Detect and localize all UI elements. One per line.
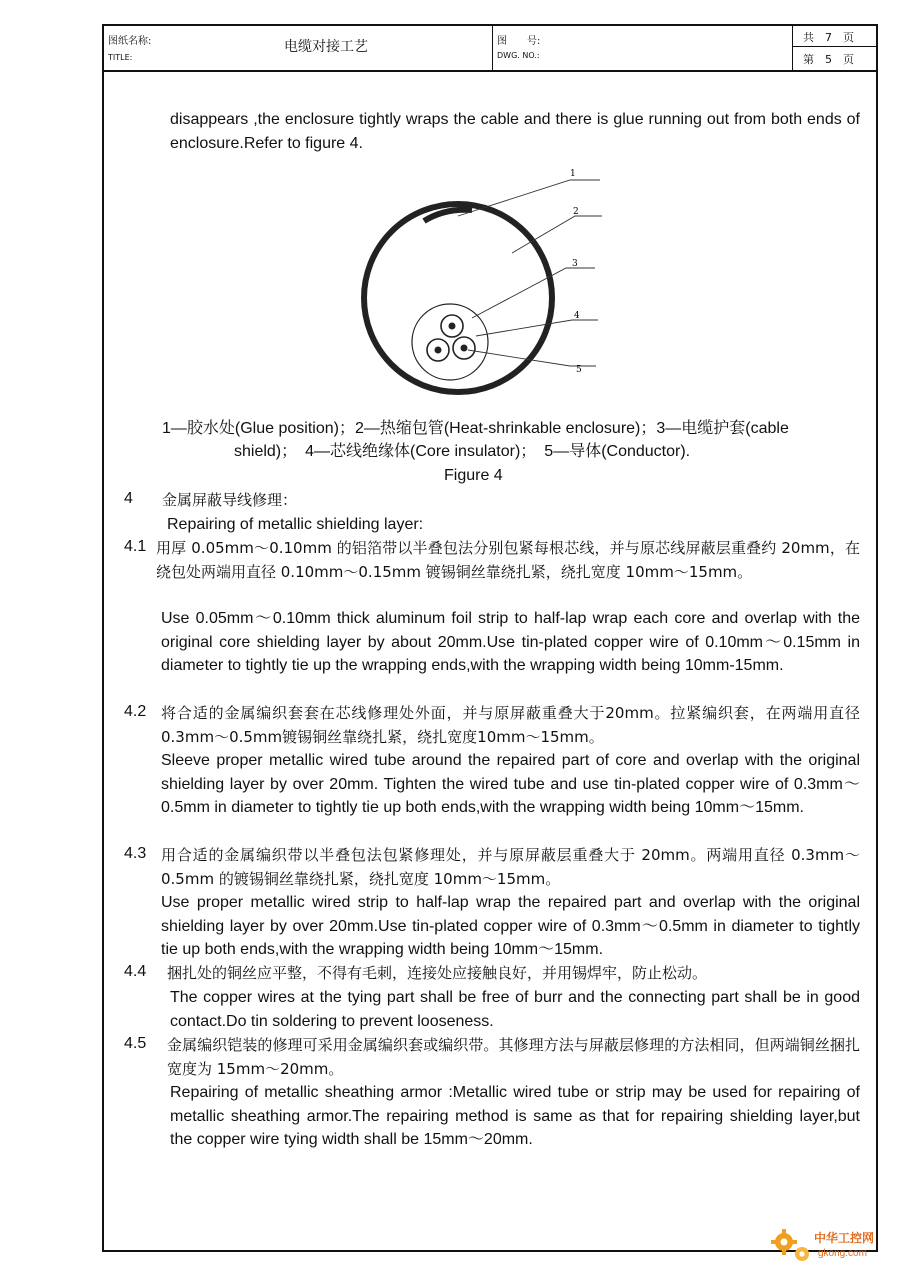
callout-1: 1 [570,169,576,179]
title-block [104,26,876,72]
item-number-4-5: 4.5 [124,1035,147,1052]
svg-text:gkong.com: gkong.com [818,1248,867,1259]
intro-paragraph: disappears ,the enclosure tightly wraps the cable and there is glue running out from both ends of enclosure.Refer to figure 4. [170,111,860,152]
callout-5: 5 [576,365,582,375]
glue-overlap [424,210,472,221]
gear-icon [771,1229,809,1261]
drawing-name-label: 图纸名称: [108,36,152,47]
item-4-2-cn: 将合适的金属编织套套在芯线修理处外面，并与原屏蔽重叠大于20mm。拉紧编织套，在两端用直径0.3mm～0.5mm镀锡铜丝靠绕扎紧，绕扎宽度10mm～15mm。 [161,704,860,746]
item-number-4-2: 4.2 [124,703,147,720]
callout-4: 4 [574,311,580,321]
item-number-4-1: 4.1 [124,538,147,555]
item-4-4-cn: 捆扎处的铜丝应平整，不得有毛刺，连接处应接触良好，并用锡焊牢，防止松动。 [167,964,708,982]
section-title-en: Repairing of metallic shielding layer: [167,516,424,533]
enclosure-ring [364,204,552,392]
section-title-cn: 金属屏蔽导线修理： [162,491,298,509]
cable-cross-section-figure [340,168,620,408]
figure-legend-line-2: shield)； 4—芯线绝缘体(Core insulator)； 5—导体(Conductor). [234,443,691,460]
document-title: 电缆对接工艺 [284,39,368,55]
item-4-5-cn: 金属编织铠装的修理可采用金属编织套或编织带。其修理方法与屏蔽层修理的方法相同，但两端铜丝捆扎宽度为 15mm～20mm。 [167,1036,860,1078]
item-4-2-en: Sleeve proper metallic wired tube around the repaired part of core and overlap with the original shielding layer by over 20mm. Tighten the wired tube and use tin-plated copper wire of 0.3mm～0.5mm in diameter to tightly tie up both ends,with the wrapping width being 10mm～15mm. [161,752,860,816]
section-number: 4 [124,490,133,507]
cores [427,315,475,361]
item-number-4-3: 4.3 [124,845,147,862]
figure-legend-line-1: 1—胶水处(Glue position)；2—热缩包管(Heat-shrinkable enclosure)；3—电缆护套(cable [162,420,789,437]
title-cell [104,26,493,70]
svg-text:中华工控网: 中华工控网 [814,1231,875,1245]
drawing-number-cell [493,26,793,70]
item-4-1-en: Use 0.05mm～0.10mm thick aluminum foil strip to half-lap wrap each core and overlap with the original core shielding layer by about 20mm.Use tin-plated copper wire of 0.10mm～0.15mm in diameter to tightly tie up the wrapping ends,with the wrapping width being 10mm-15mm. [161,610,860,674]
item-number-4-4: 4.4 [124,963,147,980]
drawing-number-label-cn: 图 号: [497,36,541,47]
item-4-4-en: The copper wires at the tying part shall be free of burr and the connecting part shall be in good contact.Do tin soldering to prevent looseness. [170,989,860,1030]
gkong-watermark-logo [770,1222,894,1272]
title-label: TITLE: [108,53,133,62]
item-4-3-cn: 用合适的金属编织带以半叠包法包紧修理处，并与原屏蔽层重叠大于 20mm。两端用直径 0.3mm～0.5mm 的镀锡铜丝靠绕扎紧，绕扎宽度 10mm～15mm。 [161,846,860,888]
total-pages: 共 7 页 [793,26,876,47]
item-4-5-en: Repairing of metallic sheathing armor :Metallic wired tube or strip may be used for repairing of metallic sheathing armor.The repairing method is same as that for repairing shielding layer,but the copper wire tying width shall be 15mm～20mm. [170,1084,860,1148]
figure-caption: Figure 4 [444,467,503,484]
drawing-number-label: DWG. NO.: [497,51,540,60]
page-count-cell [793,26,876,70]
callout-3: 3 [572,259,578,269]
callout-2: 2 [573,207,579,217]
page-number: 第 5 页 [803,53,854,66]
item-4-3-en: Use proper metallic wired strip to half-lap wrap the repaired part and overlap with the original shielding layer by over 20mm.Use tin-plated copper wire of 0.3mm～0.5mm in diameter to tightly tie up both ends,with the wrapping width being 10mm～15mm. [161,894,860,958]
item-4-1-cn: 用厚 0.05mm～0.10mm 的铝箔带以半叠包法分别包紧每根芯线，并与原芯线屏蔽层重叠约 20mm，在绕包处两端用直径 0.10mm～0.15mm 镀锡铜丝靠绕扎紧，绕扎宽度 10mm～15mm。 [156,539,860,581]
